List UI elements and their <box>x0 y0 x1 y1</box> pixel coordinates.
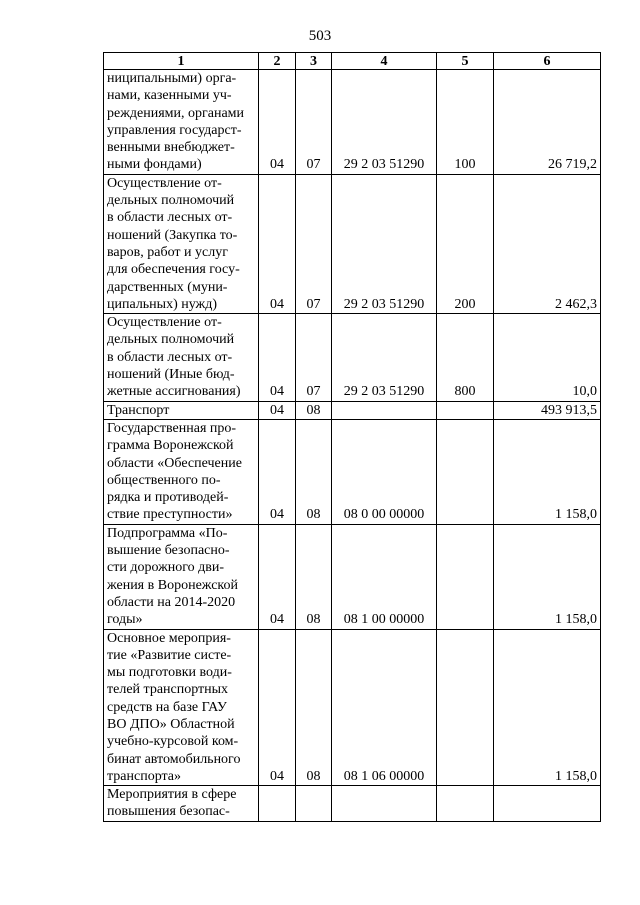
row-name-line: средств на базе ГАУ <box>107 699 227 715</box>
row-name-line: бинат автомобильного <box>107 751 241 767</box>
subsection-code-cell: 07 <box>296 174 332 313</box>
row-name-line: дарственных (муни- <box>107 279 228 295</box>
target-article-cell: 29 2 03 51290 <box>332 70 437 175</box>
row-name-cell <box>104 174 259 313</box>
table-row <box>104 786 601 822</box>
subsection-code-cell: 07 <box>296 314 332 401</box>
row-name-line: транспорта» <box>107 768 182 784</box>
row-name-cell <box>104 419 259 524</box>
target-article-cell <box>332 401 437 419</box>
row-name-line: сти дорожного дви- <box>107 560 225 576</box>
row-name-cell <box>104 401 259 419</box>
subsection-code-cell: 08 <box>296 524 332 629</box>
table-row <box>104 629 601 786</box>
section-code-cell <box>259 786 296 822</box>
row-name-line: Подпрограмма «По- <box>107 525 228 541</box>
row-name-cell <box>104 524 259 629</box>
row-name-line: управления государст- <box>107 122 242 138</box>
subsection-code-cell: 08 <box>296 419 332 524</box>
amount-cell: 26 719,2 <box>494 70 601 175</box>
target-article-cell <box>332 786 437 822</box>
expense-type-cell: 200 <box>437 174 494 313</box>
row-name-line: дельных полномочий <box>107 193 235 209</box>
table-row <box>104 174 601 313</box>
row-name-line: варов, работ и услуг <box>107 244 228 260</box>
row-name-line: Транспорт <box>107 402 170 418</box>
column-header-5: 5 <box>437 53 494 70</box>
row-name-line: ВО ДПО» Областной <box>107 716 235 732</box>
subsection-code-cell: 08 <box>296 401 332 419</box>
row-name-line: учебно-курсовой ком- <box>107 734 239 750</box>
target-article-cell: 08 0 00 00000 <box>332 419 437 524</box>
row-name-line: реждениями, органами <box>107 105 245 121</box>
table-row <box>104 401 601 419</box>
row-name-line: венными внебюджет- <box>107 140 235 156</box>
column-header-2: 2 <box>259 53 296 70</box>
row-name-line: Мероприятия в сфере <box>107 787 237 803</box>
row-name-line: жетные ассигнования) <box>107 384 241 400</box>
amount-cell: 10,0 <box>494 314 601 401</box>
column-header-1: 1 <box>104 53 259 70</box>
row-name-line: Осуществление от- <box>107 175 222 191</box>
header-row <box>104 53 601 70</box>
table-row <box>104 314 601 401</box>
row-name-cell <box>104 786 259 822</box>
row-name-line: ными фондами) <box>107 157 202 173</box>
row-name-line: в области лесных от- <box>107 349 233 365</box>
section-code-cell: 04 <box>259 174 296 313</box>
expense-type-cell <box>437 419 494 524</box>
row-name-line: годы» <box>107 612 143 628</box>
column-header-6: 6 <box>494 53 601 70</box>
budget-table <box>103 52 601 822</box>
row-name-line: Основное мероприя- <box>107 630 231 646</box>
row-name-line: ношений (Закупка то- <box>107 227 238 243</box>
row-name-line: Государственная про- <box>107 420 237 436</box>
table-row <box>104 419 601 524</box>
row-name-line: области на 2014-2020 <box>107 594 236 610</box>
row-name-line: общественного по- <box>107 472 221 488</box>
row-name-line: нами, казенными уч- <box>107 88 232 104</box>
expense-type-cell <box>437 786 494 822</box>
section-code-cell: 04 <box>259 314 296 401</box>
row-name-line: тие «Развитие систе- <box>107 647 232 663</box>
target-article-cell: 29 2 03 51290 <box>332 314 437 401</box>
row-name-line: ципальных) нужд) <box>107 296 218 312</box>
amount-cell: 1 158,0 <box>494 629 601 786</box>
target-article-cell: 08 1 06 00000 <box>332 629 437 786</box>
section-code-cell: 04 <box>259 524 296 629</box>
row-name-line: для обеспечения госу- <box>107 262 240 278</box>
table-row <box>104 524 601 629</box>
expense-type-cell: 100 <box>437 70 494 175</box>
section-code-cell: 04 <box>259 419 296 524</box>
row-name-line: вышение безопасно- <box>107 543 230 559</box>
amount-cell: 493 913,5 <box>494 401 601 419</box>
expense-type-cell <box>437 629 494 786</box>
subsection-code-cell <box>296 786 332 822</box>
amount-cell <box>494 786 601 822</box>
target-article-cell: 08 1 00 00000 <box>332 524 437 629</box>
subsection-code-cell: 08 <box>296 629 332 786</box>
row-name-line: ношений (Иные бюд- <box>107 367 235 383</box>
expense-type-cell <box>437 524 494 629</box>
section-code-cell: 04 <box>259 629 296 786</box>
page-number: 503 <box>308 28 332 44</box>
row-name-cell <box>104 629 259 786</box>
row-name-line: рядка и противодей- <box>107 490 229 506</box>
row-name-line: жения в Воронежской <box>107 577 238 593</box>
row-name-line: ствие преступности» <box>107 507 233 523</box>
section-code-cell: 04 <box>259 70 296 175</box>
table-row <box>104 70 601 175</box>
row-name-line: Осуществление от- <box>107 315 222 331</box>
row-name-line: телей транспортных <box>107 682 229 698</box>
row-name-line: ниципальными) орга- <box>107 71 237 86</box>
row-name-line: в области лесных от- <box>107 210 233 226</box>
row-name-line: грамма Воронежской <box>107 438 234 454</box>
amount-cell: 2 462,3 <box>494 174 601 313</box>
section-code-cell: 04 <box>259 401 296 419</box>
amount-cell: 1 158,0 <box>494 524 601 629</box>
row-name-cell <box>104 314 259 401</box>
row-name-line: дельных полномочий <box>107 332 235 348</box>
row-name-cell <box>104 70 259 175</box>
expense-type-cell <box>437 401 494 419</box>
subsection-code-cell: 07 <box>296 70 332 175</box>
column-header-4: 4 <box>332 53 437 70</box>
expense-type-cell: 800 <box>437 314 494 401</box>
column-header-3: 3 <box>296 53 332 70</box>
amount-cell: 1 158,0 <box>494 419 601 524</box>
row-name-line: повышения безопас- <box>107 804 230 820</box>
table-header <box>104 53 601 70</box>
row-name-line: области «Обеспечение <box>107 455 242 471</box>
table-body <box>104 70 601 822</box>
target-article-cell: 29 2 03 51290 <box>332 174 437 313</box>
row-name-line: мы подготовки води- <box>107 665 232 681</box>
